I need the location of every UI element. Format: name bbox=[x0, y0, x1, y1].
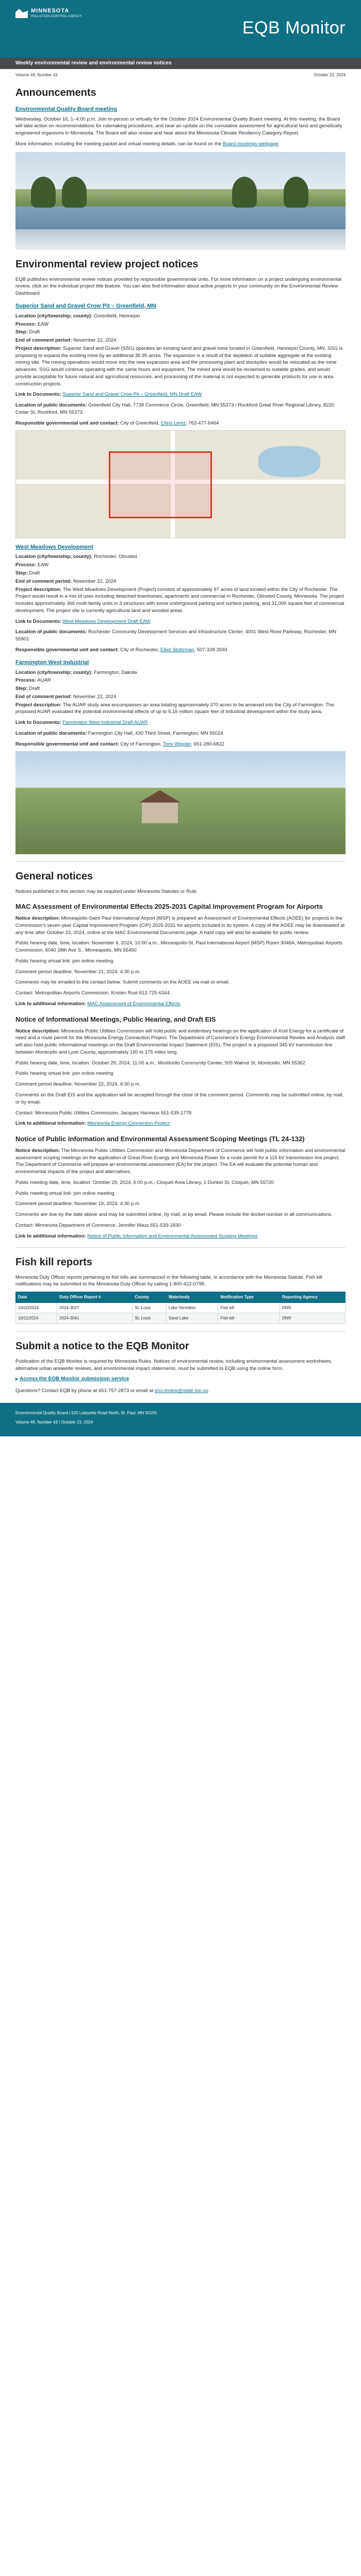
submit-notice-heading: Submit a notice to the EQB Monitor bbox=[15, 1340, 189, 1352]
notice-comment-deadline: Comment period deadline: November 21, 2024, 4:30 p.m. bbox=[15, 969, 141, 975]
project-contact-link[interactable]: Tony Wippler bbox=[162, 741, 191, 747]
project-docs-link-row: Link to Documents: Superior Sand and Gravel Crow Pit – Greenfield, MN Draft EAW bbox=[15, 392, 202, 398]
project-rgu: Responsible governmental unit and contact: City of Farmington, Tony Wippler, 651-280-6822 bbox=[15, 741, 224, 747]
project-docs-link[interactable]: Superior Sand and Gravel Crow Pit – Greenfield, MN Draft EAW bbox=[62, 392, 202, 398]
table-cell: St. Louis bbox=[133, 1313, 167, 1324]
submit-notice-body: Publication of the EQB Monitor is required by Minnesota Rules. Notices of environmental review, including environmental assessment worksheets, alternative urban areawide reviews, and environmental impact statements, must be submitted to EQB using the online form. bbox=[15, 1358, 333, 1371]
submit-questions: Questions? Contact EQB by phone at 651-757-2873 or email at env.review@state.mn.us. bbox=[15, 1387, 209, 1394]
tree-shape bbox=[284, 177, 308, 208]
tree-shape bbox=[62, 177, 87, 208]
project-process: Process: AUAR bbox=[15, 677, 51, 684]
table-row bbox=[16, 1302, 346, 1313]
issue-date: October 23, 2024 bbox=[314, 73, 346, 77]
table-cell: DNR bbox=[280, 1313, 346, 1324]
project-location: Location (city/township; county): Rochester, Olmsted bbox=[15, 554, 137, 560]
notice-body: Notice description: The Minnesota Public Utilities Commission and Minnesota Department of Commerce will hold public information and environmental assessment scoping meetings on the application of Great River Energy and Minnesota Power for a route permit for a 115 kV transmission line project. The Department of Commerce will prepare an environmental assessment (EA) for the project. The EA will evaluate the potential human and environmental impacts of the project and alternatives. bbox=[15, 1147, 346, 1175]
logo-word: MINNESOTA bbox=[31, 8, 70, 14]
project-title[interactable]: Farmington West Industrial bbox=[15, 659, 89, 666]
project-photo-image bbox=[15, 751, 346, 854]
column-header: Date bbox=[16, 1292, 57, 1303]
project-map-image bbox=[15, 430, 346, 538]
tree-shape bbox=[232, 177, 257, 208]
notice-link[interactable]: MAC Assessment of Environmental Effects bbox=[87, 1001, 180, 1007]
project-contact-link[interactable]: Elliot Stoltzman bbox=[160, 647, 194, 653]
notice-link[interactable]: Minnesota Energy Connection Project bbox=[87, 1121, 170, 1127]
barn-roof bbox=[139, 790, 180, 803]
notice-hearing: Public meeting date, time, location: October 29, 2024, 6:00 p.m., Cloquet Area Library, 1 Dunkel St, Cloquet, MN 55720 bbox=[15, 1179, 274, 1185]
project-description: Project description: The AUAR study area encompasses an area totaling approximately 370 acres to be annexed into the City of Farmington. The proposed AUAR evaluated the potential environmental effects of up to 5.16 million square feet of industrial development within the study area. bbox=[15, 702, 334, 715]
fish-kill-table bbox=[15, 1292, 346, 1324]
notice-virtual[interactable]: Public hearing virtual link: join online meeting bbox=[15, 1071, 113, 1077]
section-divider bbox=[15, 1331, 346, 1332]
project-type: Step: Draft bbox=[15, 686, 40, 692]
notice-submit: Comments may be emailed to the contact below. Submit comments on the AOEE via mail or email. bbox=[15, 979, 230, 986]
project-docs-link[interactable]: Farmington West Industrial Draft AUAR bbox=[62, 720, 148, 726]
table-cell: Fish kill bbox=[218, 1313, 280, 1324]
table-cell: 2024-3041 bbox=[57, 1313, 133, 1324]
announcement-body: Wednesday, October 16, 1–4:00 p.m. Join in-person or virtually for the October 2024 Environmental Quality Board meeting. At this meeting, the Board will take action on recommendations for rulemaking procedures, and hear an update on the cumulative assessment for agricultural land and genetically engineered organisms in Minnesota. The Board will also review and hear about the Minnesota Climate Resiliency Category Report. bbox=[15, 116, 342, 137]
table-cell: 2024-3027 bbox=[57, 1302, 133, 1313]
main-content bbox=[0, 86, 361, 1395]
table-cell: 10/11/2024 bbox=[16, 1313, 57, 1324]
column-header: County bbox=[133, 1292, 167, 1303]
subtitle-bar bbox=[0, 58, 361, 69]
map-water bbox=[258, 446, 320, 477]
notice-body: Notice description: Minnesota Public Utilities Commission will hold public and evidentiary hearings on the application of Xcel Energy for a certificate of need and a route permit for the Minnesota Energy Connection Project. The Department of Commerce's Energy Environmental Review and Analysis staff will also hold public informational meetings on the Draft Environmental Impact Statement (EIS). The project is a proposed 345 kV transmission line between Monticello and Lyon County, approximately 160 to 175 miles long. bbox=[15, 1028, 345, 1055]
notice-link[interactable]: Notice of Public Information and Environmental Assessment Scoping Meetings bbox=[87, 1233, 258, 1239]
table-cell: Lake Vermilion bbox=[166, 1302, 218, 1313]
column-header: Notification Type bbox=[218, 1292, 280, 1303]
general-notices-heading: General notices bbox=[15, 870, 93, 882]
submission-service-link[interactable]: Access the EQB Monitor submission service bbox=[20, 1376, 129, 1382]
subtitle-text: Weekly environmental review and environmental review notices bbox=[15, 60, 172, 66]
fish-kill-heading: Fish kill reports bbox=[15, 1256, 92, 1268]
table-cell: Fish kill bbox=[218, 1302, 280, 1313]
project-title[interactable]: West Meadows Development bbox=[15, 544, 93, 550]
notice-hearing: Public hearing date, time, location: October 29, 2024, 11:00 a.m., Monticello Community Center, 505 Walnut St, Monticello, MN 55362 bbox=[15, 1060, 305, 1066]
frozen-shore bbox=[15, 229, 346, 250]
notice-hearing: Public hearing date, time, location: November 6, 2024, 10:00 a.m., Minneapolis-St. Paul International Airport (MSP) Room 3048A, Metropolitan Airports Commission, 6040 28th Ave S., Minneapolis, MN 55450 bbox=[15, 940, 342, 954]
notice-body: Notice description: Minneapolis-Saint Paul International Airport (MSP) is prepared an Assessment of Environmental Effects (AOEE) for projects in the Commission's seven-year Capital Improvement Program (CIP) 2025-2031 for airports included in its system. A copy of the AOEE may be downloaded at any time after October 23, 2024, online at the MAC Environmental Documents page. A hard copy will also be available for public review. bbox=[15, 916, 345, 936]
project-public-docs: Location of public documents: Farmington City Hall, 430 Third Street, Farmington, MN 55024 bbox=[15, 730, 223, 736]
notice-virtual[interactable]: Public meeting virtual link: join online meeting bbox=[15, 1190, 114, 1196]
issue-meta bbox=[0, 69, 361, 78]
project-rgu: Responsible governmental unit and contact: City of Greenfield, Chris Lentz, 763-477-6464 bbox=[15, 420, 219, 426]
project-type: Step: Draft bbox=[15, 570, 40, 577]
notice-virtual[interactable]: Public hearing virtual link: join online meeting bbox=[15, 958, 113, 964]
project-boundary bbox=[109, 451, 212, 518]
project-description: Project description: The West Meadows Development (Project) consists of approximately 97 acres of land located within the City of Rochester. The Project would result in a mix of uses including detached townhomes, apartments and commercial in Rochester, Olmsted County, Minnesota. The project includes approximately 366 multi-family units in 3 structures with some underground parking and surface parking, and 31,000 square feet of commercial development. The project site is currently agricultural land and wooded areas. bbox=[15, 586, 344, 614]
submission-link-row bbox=[15, 1376, 346, 1383]
page-title: EQB Monitor bbox=[242, 18, 346, 38]
column-header: Duty Officer Report # bbox=[57, 1292, 133, 1303]
project-public-docs: Location of public documents: Greenfield City Hall, 7738 Commerce Circle, Greenfield, MN 55373 / Rockford Great River Regional Library, 8220 Cedar St, Rockford, MN 55373 bbox=[15, 402, 335, 416]
state-shape-icon bbox=[15, 9, 28, 18]
column-header: Waterbody bbox=[166, 1292, 218, 1303]
table-cell: Sand Lake bbox=[166, 1313, 218, 1324]
arrow-right-icon bbox=[15, 1378, 18, 1381]
project-rgu: Responsible governmental unit and contact: City of Rochester, Elliot Stoltzman, 507-328-2693 bbox=[15, 647, 227, 653]
tree-shape bbox=[31, 177, 56, 208]
project-type: Step: Draft bbox=[15, 329, 40, 335]
project-process: Process: EAW bbox=[15, 321, 49, 327]
notice-comment-deadline: Comment period deadline: November 22, 2024, 4:30 p.m. bbox=[15, 1081, 141, 1088]
table-cell: St. Louis bbox=[133, 1302, 167, 1313]
table-row bbox=[16, 1313, 346, 1324]
table-cell: 10/10/2024 bbox=[16, 1302, 57, 1313]
notice-title: MAC Assessment of Environmental Effects 2025-2031 Capital Improvement Program for Airports bbox=[15, 903, 323, 911]
hero-image bbox=[15, 152, 346, 250]
announcements-heading: Announcements bbox=[15, 87, 96, 98]
project-description: Project description: Superior Sand and Gravel (SSG) operates an existing sand and gravel mine located in Greenfield, Hennepin County, MN. SSG is proposing to expand the existing mine by an additional 35.95 acres. The expansion is a result of the depletion of suitable aggregate at the existing mining site. The mining operations would move into the new expansion area and the processing plant and stockpiles would be relocated as the mine advances. SSG would continue operating with the same hours and equipment. The mined area would be reclaimed to suitable grades, and would provide acceptable for future natural and agricultural resources, and processing of the material is not expected to generate products for use in area construction projects. bbox=[15, 345, 343, 387]
project-location: Location (city/township; county): Greenfield, Hennepin bbox=[15, 313, 140, 319]
general-notices-intro: Notices published in this section may be required under Minnesota Statutes or Rule. bbox=[15, 888, 198, 894]
project-comment-period: End of comment period: November 22, 2024 bbox=[15, 693, 117, 700]
project-title[interactable]: Superior Sand and Gravel Crow Pit – Greenfield, MN bbox=[15, 302, 156, 309]
project-comment-period: End of comment period: November 22, 2024 bbox=[15, 337, 117, 344]
project-docs-link-row: Link to Documents: West Meadows Development Draft EAW bbox=[15, 618, 151, 624]
notice-link-row: Link to additional information: Notice of Public Information and Environmental Assessment Scoping Meetings bbox=[15, 1233, 258, 1239]
table-cell: DNR bbox=[280, 1302, 346, 1313]
project-public-docs: Location of public documents: Rochester Community Development Services and Infrastructure Center, 4001 West River Parkway, Rochester, MN 55901 bbox=[15, 629, 337, 642]
header bbox=[0, 0, 361, 58]
project-comment-period: End of comment period: November 22, 2024 bbox=[15, 578, 117, 584]
volume-text: Volume 49, Number 43 bbox=[15, 73, 58, 77]
section-divider bbox=[15, 1247, 346, 1248]
announcement-more: More information, including the meeting packet and virtual meeting details, can be found on the Board meetings webpage. bbox=[15, 141, 280, 147]
footer-address: Environmental Quality Board | 520 Lafayette Road North, St. Paul, MN 55155 bbox=[15, 1410, 157, 1415]
page-footer bbox=[0, 1403, 361, 1436]
footer-issue: Volume 49, Number 43 | October 23, 2024 bbox=[15, 1420, 93, 1425]
column-header: Reporting Agency bbox=[280, 1292, 346, 1303]
notice-contact: Contact: Metropolitan Airports Commission, Kristen Rust 612-725-6344 bbox=[15, 990, 170, 996]
notice-submit: Comments are due by the date above and may be submitted online, by mail, or by email. Please include the docket number in all communications. bbox=[15, 1212, 333, 1218]
notice-title: Notice of Public Information and Environmental Assessment Scoping Meetings (TL 24-132) bbox=[15, 1135, 305, 1143]
notice-submit: Comments on the Draft EIS and the application will be accepted through the close of the comment period. Comments may be submitted online, by mail, or by email. bbox=[15, 1092, 344, 1105]
announcement-title[interactable]: Environmental Quality Board meeting bbox=[15, 106, 117, 112]
section-divider bbox=[15, 861, 346, 862]
notice-contact: Contact: Minnesota Public Utilities Commission, Jacques Harvieux 651-539-1778 bbox=[15, 1110, 192, 1116]
notice-comment-deadline: Comment period deadline: November 19, 2024, 4:30 p.m. bbox=[15, 1201, 141, 1207]
env-review-heading: Environmental review project notices bbox=[15, 258, 199, 270]
notice-link-row: Link to additional information: Minnesota Energy Connection Project bbox=[15, 1121, 170, 1127]
notice-title: Notice of Informational Meetings, Public Hearing, and Draft EIS bbox=[15, 1015, 216, 1023]
notice-contact: Contact: Minnesota Department of Commerce, Jennifer Mauz 651-539-1830 bbox=[15, 1223, 181, 1228]
env-review-intro: EQB publishes environmental review notices provided by responsible governmental units. For more information on a project undergoing environmental review, click on the individual project title feature. You can also find information about active projects in your community on the Environmental Review Dashboard. bbox=[15, 276, 342, 297]
barn-shape bbox=[142, 803, 178, 823]
project-docs-link-row: Link to Documents: Farmington West Industrial Draft AUAR bbox=[15, 720, 148, 726]
project-location: Location (city/township; county): Farmington, Dakota bbox=[15, 669, 137, 675]
project-process: Process: EAW bbox=[15, 562, 49, 568]
project-contact-link[interactable]: Chris Lentz bbox=[160, 420, 186, 426]
board-meetings-link[interactable]: Board meetings webpage bbox=[222, 141, 278, 147]
fish-kill-intro: Minnesota Duty Officer reports pertaining to fish kills are summarized in the following table, in accordance with the Minnesota Statute. Fish kill notifications may be submitted to the Minnesota Duty Officer by calling 1-800-422-0798. bbox=[15, 1274, 322, 1287]
table-header-row bbox=[16, 1292, 346, 1303]
notice-link-row: Link to additional information: MAC Assessment of Environmental Effects bbox=[15, 1001, 180, 1007]
project-docs-link[interactable]: West Meadows Development Draft EAW bbox=[62, 618, 151, 624]
logo-subtitle: POLLUTION CONTROL AGENCY bbox=[31, 14, 82, 18]
contact-email-link[interactable]: env.review@state.mn.us bbox=[154, 1387, 208, 1394]
